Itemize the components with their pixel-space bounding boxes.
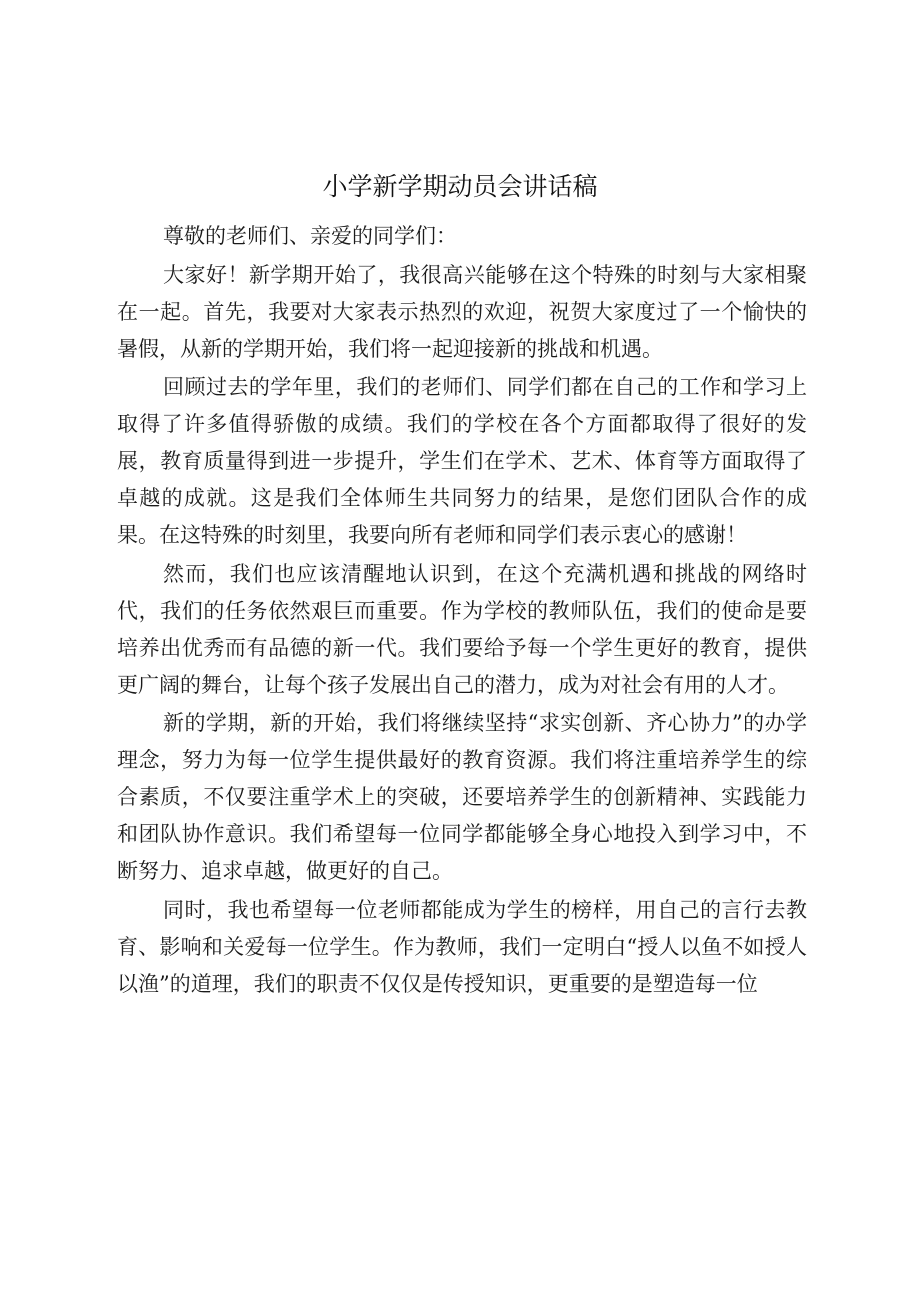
salutation: 尊敬的老师们、亲爱的同学们： [163,224,457,248]
paragraph: 同时，我也希望每一位老师都能成为学生的榜样，用自己的言行去教育、影响和关爱每一位学生。作为教师，我们一定明白“授人以鱼不如授人以渔”的道理，我们的职责不仅仅是传授知识，更重要的是塑造每一位 [117,897,807,996]
document-title: 小学新学期动员会讲话稿 [322,172,598,201]
paragraph: 新的学期，新的开始，我们将继续坚持“求实创新、齐心协力”的办学理念，努力为每一位学生提供最好的教育资源。我们将注重培养学生的综合素质，不仅要注重学术上的突破，还要培养学生的创新精神、实践能力和团队协作意识。我们希望每一位同学都能够全身心地投入到学习中，不断努力、追求卓越，做更好的自己。 [117,711,807,883]
paragraph: 回顾过去的学年里，我们的老师们、同学们都在自己的工作和学习上取得了许多值得骄傲的成绩。我们的学校在各个方面都取得了很好的发展，教育质量得到进一步提升，学生们在学术、艺术、体育等方面取得了卓越的成就。这是我们全体师生共同努力的结果，是您们团队合作的成果。在这特殊的时刻里，我要向所有老师和同学们表示衷心的感谢！ [117,375,807,547]
document-body [117,218,807,1004]
paragraph: 然而，我们也应该清醒地认识到，在这个充满机遇和挑战的网络时代，我们的任务依然艰巨而重要。作为学校的教师队伍，我们的使命是要培养出优秀而有品德的新一代。我们要给予每一个学生更好的教育，提供更广阔的舞台，让每个孩子发展出自己的潜力，成为对社会有用的人才。 [117,561,807,697]
paragraph: 大家好！新学期开始了，我很高兴能够在这个特殊的时刻与大家相聚在一起。首先，我要对大家表示热烈的欢迎，祝贺大家度过了一个愉快的暑假，从新的学期开始，我们将一起迎接新的挑战和机遇。 [117,262,807,361]
